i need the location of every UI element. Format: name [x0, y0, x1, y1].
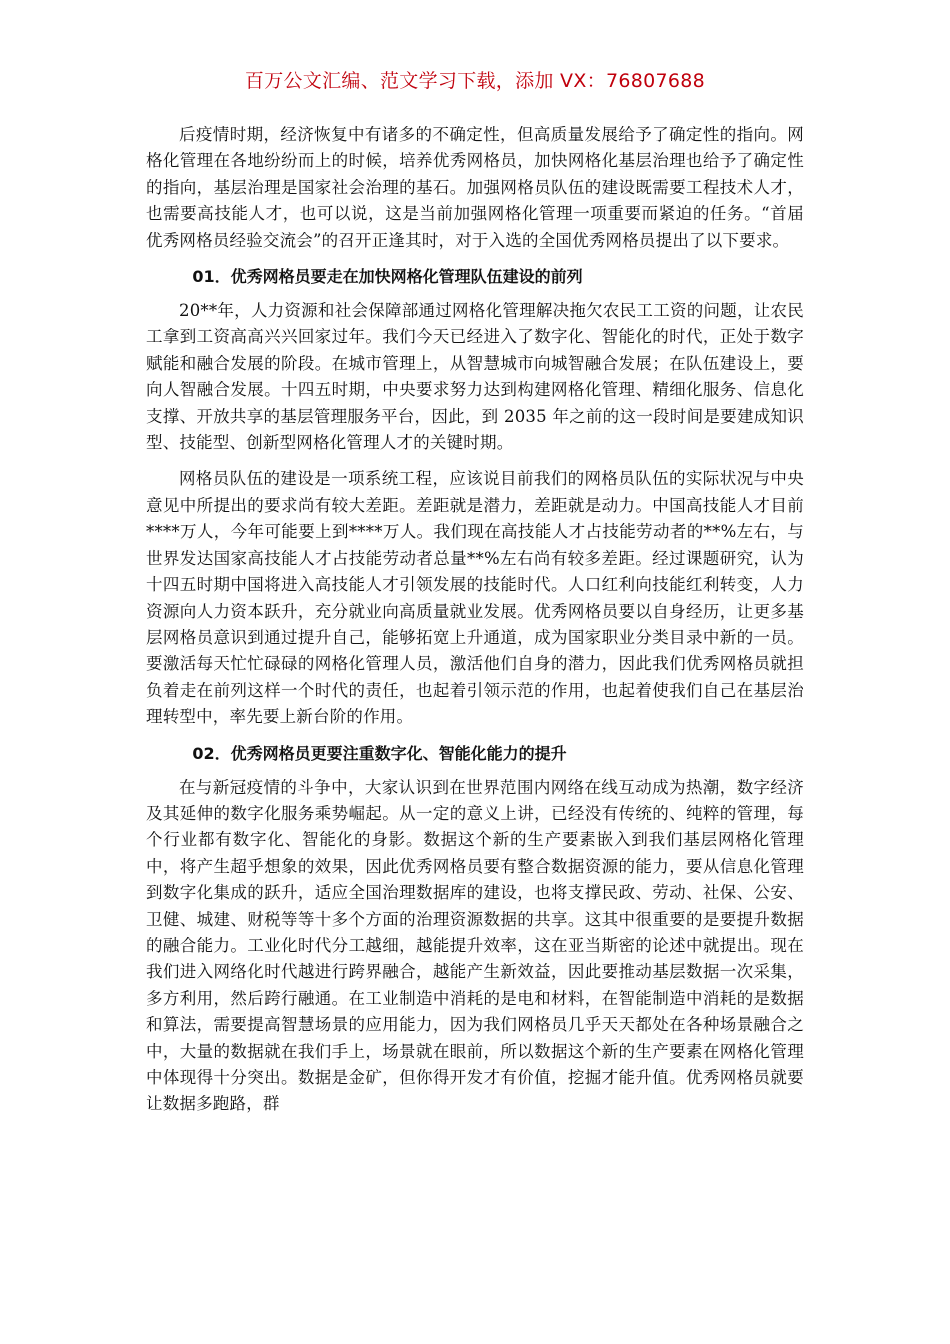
document-body: [146, 122, 804, 1128]
section-heading-01: 01．优秀网格员要走在加快网格化管理队伍建设的前列: [192, 267, 583, 287]
section-heading-02: 02．优秀网格员更要注重数字化、智能化能力的提升: [192, 743, 567, 763]
section-02-paragraph-1: 在与新冠疫情的斗争中，大家认识到在世界范围内网络在线互动成为热潮，数字经济及其延伸的数字化服务乘势崛起。从一定的意义上讲，已经没有传统的、纯粹的管理，每个行业都有数字化、智能化的身影。数据这个新的生产要素嵌入到我们基层网格化管理中，将产生超乎想象的效果，因此优秀网格员要有整合数据资源的能力，要从信息化管理到数字化集成的跃升，适应全国治理数据库的建设，也将支撑民政、劳动、社保、公安、卫健、城建、财税等等十多个方面的治理资源数据的共享。这其中很重要的是要提升数据的融合能力。工业化时代分工越细，越能提升效率，这在亚当斯密的论述中就提出。现在我们进入网络化时代越进行跨界融合，越能产生新效益，因此要推动基层数据一次采集，多方利用，然后跨行融通。在工业制造中消耗的是电和材料，在智能制造中消耗的是数据和算法，需要提高智慧场景的应用能力，因为我们网格员几乎天天都处在各种场景融合之中，大量的数据就在我们手上，场景就在眼前，所以数据这个新的生产要素在网格化管理中体现得十分突出。数据是金矿，但你得开发才有价值，挖掘才能升值。优秀网格员就要让数据多跑路，群: [146, 777, 804, 1114]
download-banner: 百万公文汇编、范文学习下载，添加 VX：76807688: [244, 70, 706, 92]
section-01-paragraph-2: 网格员队伍的建设是一项系统工程，应该说目前我们的网格员队伍的实际状况与中央意见中所提出的要求尚有较大差距。差距就是潜力，差距就是动力。中国高技能人才目前****万人，今年可能要上到****万人。我们现在高技能人才占技能劳动者的**%左右，与世界发达国家高技能人才占技能劳动者总量**%左右尚有较多差距。经过课题研究，认为十四五时期中国将进入高技能人才引领发展的技能时代。人口红利向技能红利转变，人力资源向人力资本跃升，充分就业向高质量就业发展。优秀网格员要以自身经历，让更多基层网格员意识到通过提升自己，能够拓宽上升通道，成为国家职业分类目录中新的一员。要激活每天忙忙碌碌的网格化管理人员，激活他们自身的潜力，因此我们优秀网格员就担负着走在前列这样一个时代的责任，也起着引领示范的作用，也起着使我们自己在基层治理转型中，率先要上新台阶的作用。: [146, 469, 804, 727]
intro-paragraph: 后疫情时期，经济恢复中有诸多的不确定性，但高质量发展给予了确定性的指向。网格化管理在各地纷纷而上的时候，培养优秀网格员，加快网格化基层治理也给予了确定性的指向，基层治理是国家社会治理的基石。加强网格员队伍的建设既需要工程技术人才，也需要高技能人才，也可以说，这是当前加强网格化管理一项重要而紧迫的任务。“首届优秀网格员经验交流会”的召开正逢其时，对于入选的全国优秀网格员提出了以下要求。: [146, 125, 804, 250]
section-01-paragraph-1: 20**年，人力资源和社会保障部通过网格化管理解决拖欠农民工工资的问题，让农民工拿到工资高高兴兴回家过年。我们今天已经进入了数字化、智能化的时代，正处于数字赋能和融合发展的阶段。在城市管理上，从智慧城市向城智融合发展；在队伍建设上，要向人智融合发展。十四五时期，中央要求努力达到构建网格化管理、精细化服务、信息化支撑、开放共享的基层管理服务平台，因此，到 2035 年之前的这一段时间是要建成知识型、技能型、创新型网格化管理人才的关键时期。: [146, 301, 804, 453]
